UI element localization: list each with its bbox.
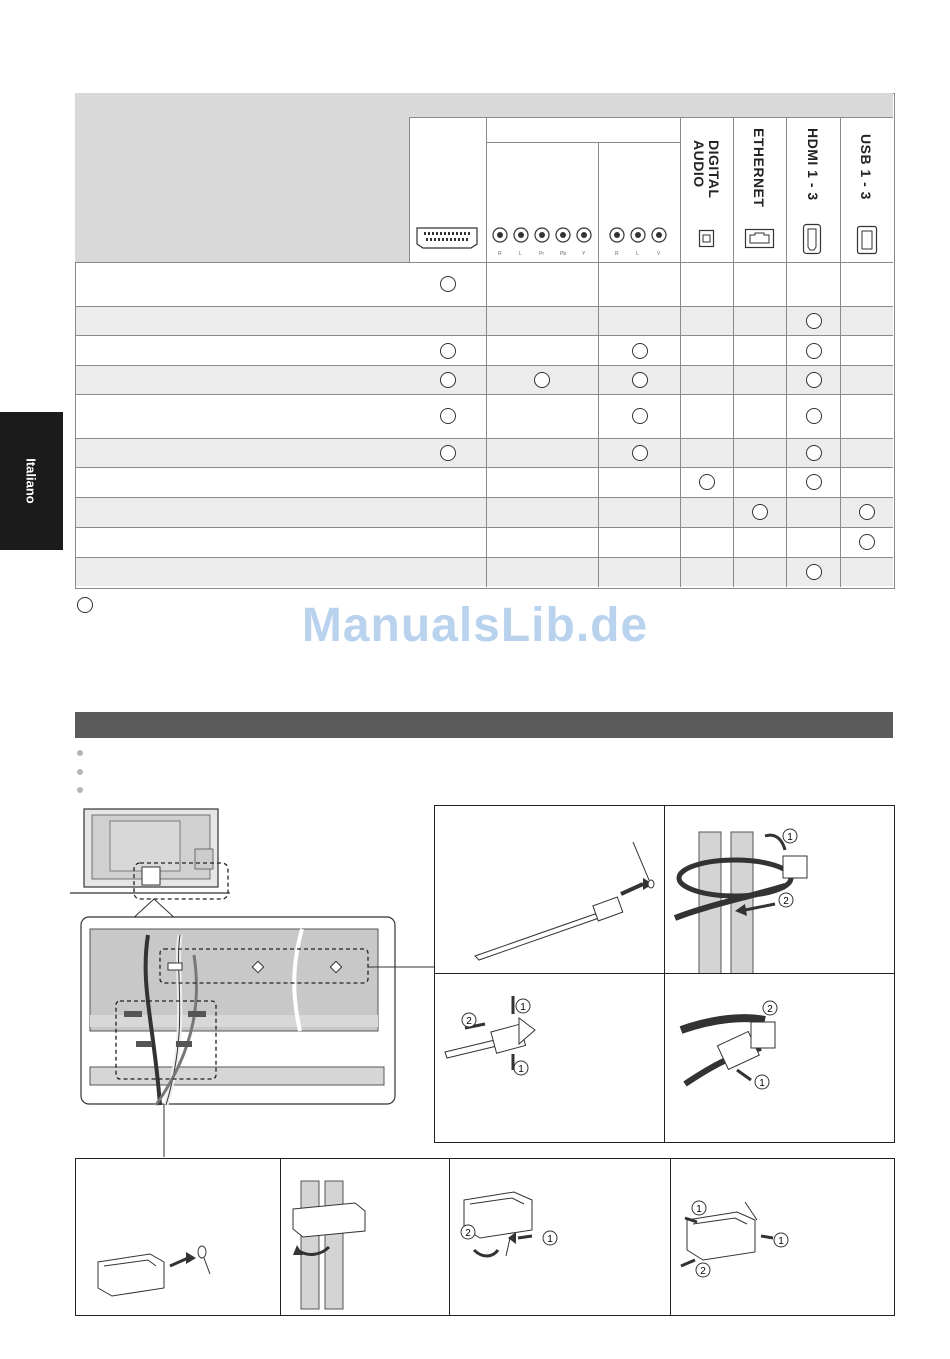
grid-line [76,467,893,468]
grid-line [76,527,893,528]
grid-line [598,142,599,587]
usb-port-icon [856,225,878,255]
compat-mark [806,474,822,490]
grid-line [733,117,734,587]
grid-line [76,335,893,336]
step-box-wrap-band [664,805,895,975]
compat-mark [859,534,875,550]
section-header-bar [75,712,893,738]
table-row [76,306,893,335]
band-remove-illustration [435,974,665,1142]
table-row [76,438,893,467]
grid-line [486,117,487,587]
scart-icon [414,226,480,250]
port-label-digital-audio: DIGITAL AUDIO [691,140,722,199]
table-row [76,557,893,586]
step-marker: 2 [700,1266,706,1277]
table-row [76,365,893,394]
bullet-icon [77,769,83,775]
compat-mark [632,408,648,424]
compat-mark [440,276,456,292]
compat-mark [806,564,822,580]
compat-mark [699,474,715,490]
table-header-blank [75,93,410,262]
clamp-remove-illustration [675,1190,885,1286]
bullet-icon [77,787,83,793]
av-rca-jacks: R L V [607,226,671,256]
compat-mark [806,313,822,329]
compat-mark [632,343,648,359]
step-box-remove-band [434,973,666,1143]
watermark: ManualsLib.de [301,599,649,652]
grid-line [76,557,893,558]
step-marker: 2 [783,896,789,907]
compat-mark [440,408,456,424]
component-rca-jacks: R L Pr Pb Y [491,226,595,256]
compat-mark [806,372,822,388]
optical-port-icon [698,229,716,249]
tv-back-diagram [70,805,435,1165]
grid-line [76,497,893,498]
grid-line [76,306,893,307]
compat-mark [806,445,822,461]
grid-line [786,117,787,587]
step-marker: 2 [466,1016,472,1027]
step-marker: 1 [759,1078,765,1089]
grid-line [280,1158,281,1315]
step-marker: 1 [778,1236,784,1247]
table-header-terminals [409,93,893,118]
clamp-insert-illustration [285,1175,445,1310]
grid-line [76,262,893,263]
step-marker: 2 [767,1004,773,1015]
step-box-release-band [664,973,895,1143]
step-marker: 1 [520,1002,526,1013]
grid-line [680,117,681,587]
step-marker: 2 [465,1228,471,1239]
compat-mark [440,343,456,359]
language-tab-label: Italiano [23,458,39,504]
hdmi-port-icon [802,223,822,255]
grid-line [76,365,893,366]
port-label-hdmi: HDMI 1 - 3 [805,128,821,201]
compat-mark [534,372,550,388]
table-row [76,498,893,527]
step-marker: 1 [787,832,793,843]
compat-mark [806,408,822,424]
grid-line [840,117,841,587]
compat-mark [632,372,648,388]
compat-mark [752,504,768,520]
grid-line [670,1158,671,1315]
step-box-attach-band [434,805,666,975]
compat-mark [632,445,648,461]
step-marker: 1 [518,1064,524,1075]
cable-band-illustration [435,806,665,974]
step-marker: 1 [696,1204,702,1215]
bullet-icon [77,750,83,756]
band-release-illustration [665,974,894,1142]
grid-line [76,394,893,395]
clamp-attach-illustration [90,1230,220,1300]
compat-mark [806,343,822,359]
grid-line [76,438,893,439]
ethernet-port-icon [744,228,776,250]
port-label-ethernet: ETHERNET [751,128,767,208]
compat-mark [859,504,875,520]
grid-line [409,117,893,118]
language-tab[interactable] [0,412,63,550]
grid-line [449,1158,450,1315]
clamp-close-illustration [454,1180,664,1270]
port-label-usb: USB 1 - 3 [858,134,874,200]
grid-line [486,142,680,143]
step-marker: 1 [547,1234,553,1245]
band-wrap-illustration [665,806,894,974]
compat-mark [440,372,456,388]
compat-mark [440,445,456,461]
